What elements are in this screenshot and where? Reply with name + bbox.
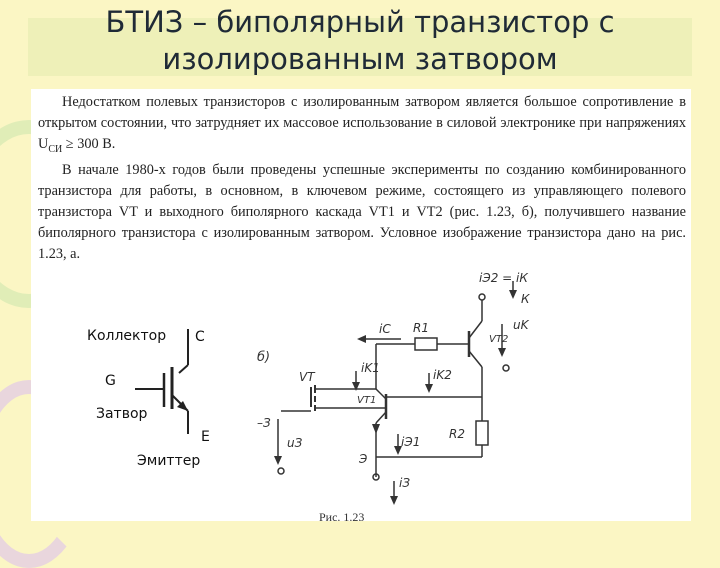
vt2-emitter <box>469 321 482 338</box>
resistor-r2 <box>476 421 488 445</box>
slide-title <box>0 0 720 88</box>
vt2-collector <box>469 351 482 367</box>
terminal-uz <box>278 468 284 474</box>
label-vt: VT <box>299 370 315 384</box>
label-c: C <box>195 329 205 345</box>
label-ik1: iK1 <box>361 361 380 375</box>
title-line-2: изолированным затвором <box>162 42 558 76</box>
label-ie1: iЭ1 <box>401 435 421 449</box>
label-vt2: VT2 <box>489 334 509 345</box>
label-collector: Коллектор <box>87 328 167 344</box>
label-uz: uЗ <box>287 436 303 450</box>
label-ik2: iK2 <box>433 368 452 382</box>
terminal-k <box>479 294 485 300</box>
label-r1: R1 <box>413 321 429 335</box>
title-line-1: БТИЗ – биполярный транзистор с <box>105 5 615 39</box>
collector-arm <box>179 365 188 373</box>
label-b: б) <box>257 350 271 365</box>
label-minus3: –З <box>257 416 271 430</box>
figure-1-23 <box>31 89 691 521</box>
label-e-circuit: Э <box>359 452 368 466</box>
label-g: G <box>105 373 116 389</box>
vt1-collector <box>376 389 386 399</box>
label-ie2: iЭ2 = iК <box>479 271 528 285</box>
paragraph-1: Недостатком полевых транзисторов с изолированным затвором является большое сопротивление в открытом состоянии, что затрудняет их массовое использование в силовой электронике при напряжениях $U_{СИ} \ge 300$ В. <box>38 94 686 155</box>
label-ic: iC <box>379 322 391 336</box>
label-k: К <box>521 292 530 306</box>
label-e: E <box>201 429 210 445</box>
label-emitter: Эмиттер <box>137 453 201 469</box>
terminal-uk <box>503 365 509 371</box>
paragraph-2: В начале 1980-х годов были проведены успешные эксперименты по созданию комбинированного транзистора для работы, в основном, в ключевом режиме, состоящего из управляющего полевого транзистора VT и выходного биполярного каскада VT1 и VT2 (рис. 1.23, б), получившего название биполярного транзистора с изолированным затвором. Условное изображение транзистора дано на рис. 1.23, а. <box>38 161 686 262</box>
label-r2: R2 <box>449 427 465 441</box>
vt1-emitter <box>376 412 386 423</box>
label-uk: uK <box>513 318 529 332</box>
label-vt1: VT1 <box>357 395 377 406</box>
content-panel <box>31 89 691 521</box>
equivalent-circuit <box>278 281 513 501</box>
resistor-r1 <box>415 338 437 350</box>
figure-caption: Рис. 1.23 <box>319 510 365 521</box>
label-iz: iЗ <box>399 476 411 490</box>
label-gate: Затвор <box>96 406 148 422</box>
